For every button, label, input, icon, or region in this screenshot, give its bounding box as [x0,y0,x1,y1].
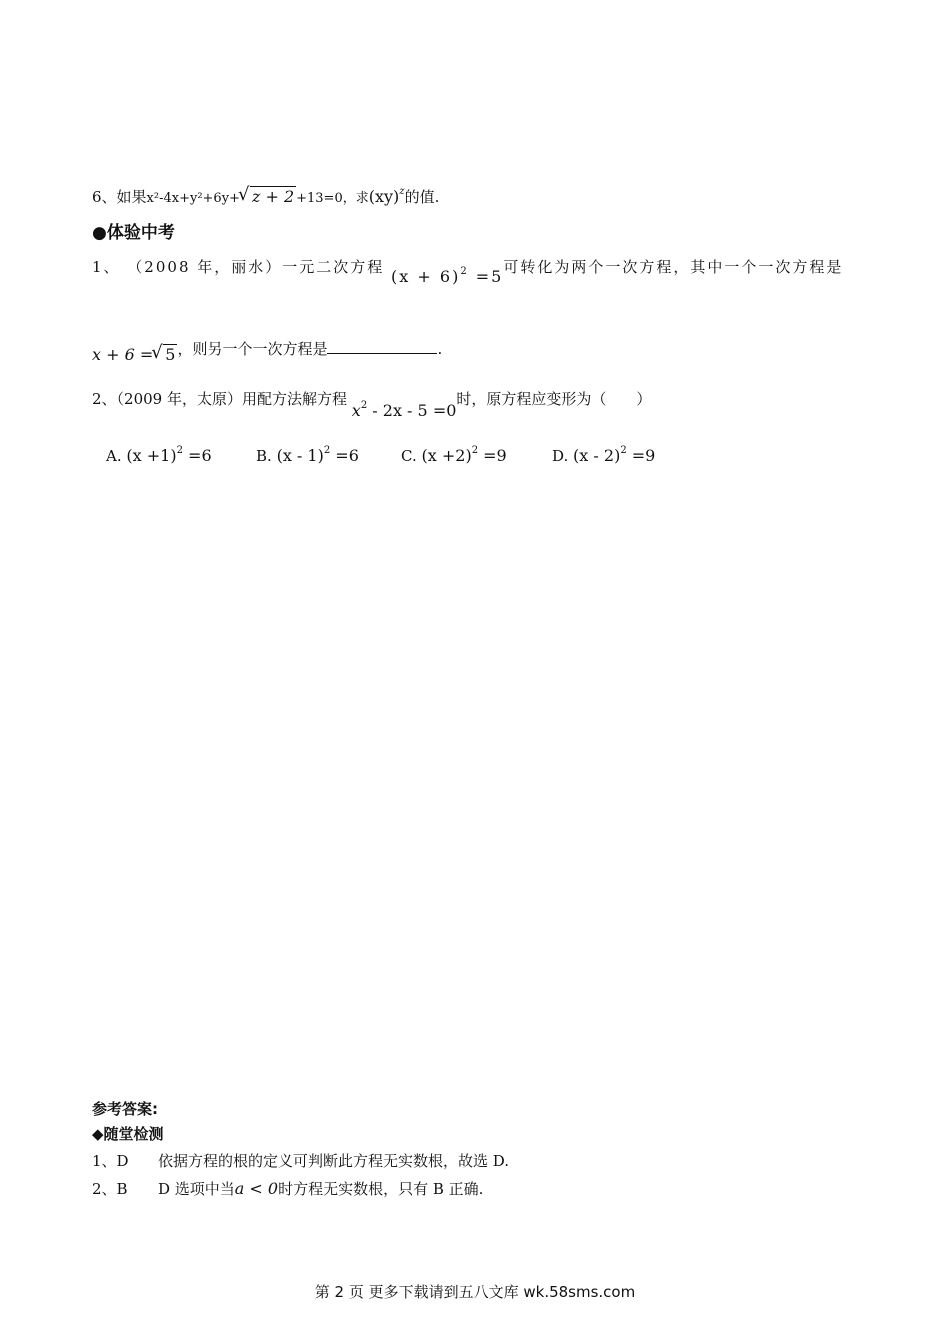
answers-title: 参考答案: [92,1100,158,1118]
e1-line2-text: ，则另一个一次方程是 [177,340,328,358]
answer-2-math [235,1179,278,1198]
option-c[interactable] [401,446,507,465]
option-b-letter: B. [256,447,272,465]
e1-eq-base: (x + 6) [391,267,461,286]
e1-line2-radicand: 5 [165,345,176,364]
e2-equation [352,401,457,420]
q6-expression: x²-4x+y²+6y+ [146,191,240,206]
answer-2-math-text: a < 0 [234,1179,279,1198]
option-a-exp: 2 [176,445,183,456]
e1-equation [391,267,503,286]
option-d-base: (x - 2) [573,446,621,465]
option-d-letter: D. [552,447,569,465]
answers-section: ◆随堂检测 [92,1125,164,1143]
e1-suffix: 可转化为两个一次方程，其中一个一次方程是 [503,258,844,276]
option-d-rhs: =9 [626,446,656,465]
exam-question-2 [92,388,652,420]
page-footer: 第 2 页 更多下载请到五八文库 wk.58sms.com [314,1283,636,1301]
option-c-letter: C. [401,447,417,465]
e2-suffix: 时，原方程应变形为（ ） [456,390,652,408]
option-d-exp: 2 [620,445,627,456]
q6-suffix: +13=0，求 [296,191,369,206]
option-a-rhs: =6 [182,446,212,465]
option-a-base: (x +1) [126,446,177,465]
option-b[interactable] [256,446,359,465]
answer-row-2 [92,1178,483,1199]
answer-1-num: 1、D [92,1152,129,1170]
option-a[interactable] [106,446,212,465]
question-6 [92,186,439,207]
q6-power-base: (xy) [368,187,400,206]
option-c-base: (x +2) [421,446,472,465]
e1-eq-exp: 2 [460,266,469,277]
q6-end: 的值. [404,188,440,206]
e2-eq-exp: 2 [360,400,368,411]
e2-eq-rest: - 2x - 5 =0 [367,401,457,420]
option-a-letter: A. [106,447,122,465]
option-c-exp: 2 [471,445,479,456]
answer-1-text: 依据方程的根的定义可判断此方程无实数根，故选 D. [158,1152,510,1170]
option-b-exp: 2 [323,445,331,456]
option-b-rhs: =6 [330,446,359,465]
e1-line2-lhs: x + 6 = [92,345,154,364]
answer-row-1 [92,1150,509,1171]
e1-prefix: 1、 （2008 年，丽水）一元二次方程 [92,258,385,276]
exam-question-1 [92,256,844,286]
option-d[interactable] [552,446,655,465]
e2-eq-base: x [351,401,361,420]
exam-question-1-line2 [92,338,443,364]
section-title-exam: ●体验中考 [92,223,175,243]
answer-2-pre: D 选项中当 [158,1180,235,1198]
q6-sqrt [240,187,296,206]
q6-radicand: z + 2 [251,187,295,206]
answer-blank[interactable] [327,339,437,354]
e2-prefix: 2、（2009 年，太原）用配方法解方程 [92,390,347,408]
e1-eq-rhs: =5 [468,267,504,286]
option-c-rhs: =9 [478,446,507,465]
answer-2-num: 2、B [92,1180,128,1198]
q6-prefix: 6、如果 [92,188,147,206]
option-b-base: (x - 1) [276,446,324,465]
q6-power-exp: z [399,186,405,197]
e1-line2-sqrt [153,345,177,364]
answer-2-post: 时方程无实数根，只有 B 正确. [278,1180,484,1198]
e1-line2-end: . [437,340,443,358]
